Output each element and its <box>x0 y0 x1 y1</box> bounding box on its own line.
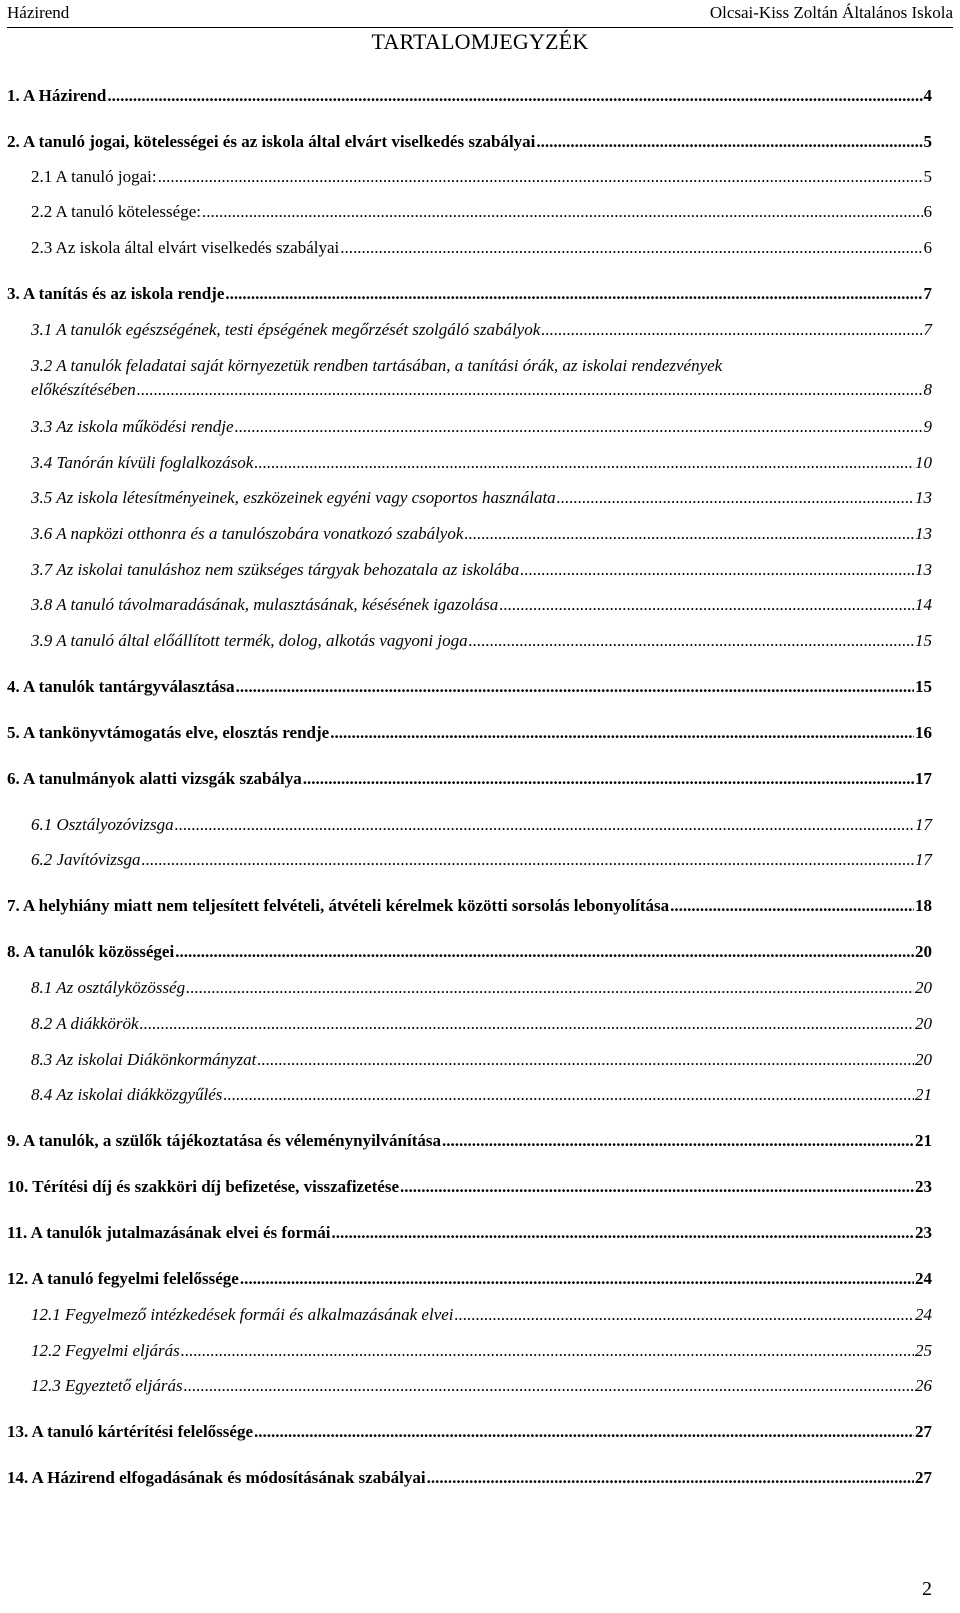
toc-entry-label: 6.1 Osztályozóvizsga <box>31 815 174 834</box>
toc-entry-label: 8.2 A diákkörök <box>31 1014 139 1033</box>
toc-dot-leader <box>427 1466 914 1490</box>
toc-page-number: 4 <box>923 86 932 105</box>
toc-page-number: 26 <box>915 1376 932 1395</box>
toc-dot-leader <box>223 1083 914 1107</box>
toc-dot-leader <box>520 558 914 582</box>
toc-page-number: 20 <box>915 978 932 997</box>
toc-dot-leader <box>225 282 922 306</box>
toc-page-number: 17 <box>915 850 932 869</box>
toc-entry-label: 2.2 A tanuló kötelessége: <box>31 202 201 221</box>
toc-entry-label: 12.2 Fegyelmi eljárás <box>31 1341 180 1360</box>
toc-entry[interactable] <box>7 236 932 260</box>
page-number: 2 <box>922 1578 932 1600</box>
toc-dot-leader <box>186 976 914 1000</box>
toc-entry[interactable] <box>7 451 932 475</box>
toc-entry-label: 2.3 Az iskola által elvárt viselkedés szabályai <box>31 238 340 257</box>
toc-dot-leader <box>254 451 914 475</box>
toc-dot-leader <box>400 1175 914 1199</box>
header-document-name: Házirend <box>7 3 70 22</box>
toc-entry[interactable] <box>7 1420 932 1444</box>
toc-page-number: 7 <box>923 320 932 339</box>
toc-dot-leader <box>175 940 914 964</box>
toc-entry[interactable] <box>7 522 932 546</box>
toc-page-number: 5 <box>923 132 932 151</box>
toc-entry[interactable] <box>7 593 932 617</box>
toc-entry[interactable] <box>7 415 932 439</box>
toc-entry-label: 3. A tanítás és az iskola rendje <box>7 284 225 303</box>
toc-entry[interactable] <box>7 629 932 653</box>
header-school-name: Olcsai-Kiss Zoltán Általános Iskola <box>709 3 953 22</box>
toc-entry-label: 14. A Házirend elfogadásának és módosításának szabályai <box>7 1468 426 1487</box>
toc-page-number: 15 <box>915 631 932 650</box>
toc-entry-label: 8. A tanulók közösségei <box>7 942 175 961</box>
toc-page-number: 24 <box>915 1305 932 1324</box>
toc-page-number: 25 <box>915 1341 932 1360</box>
toc-entry[interactable] <box>7 813 932 837</box>
toc-entry[interactable] <box>7 1012 932 1036</box>
toc-entry-label: 5. A tankönyvtámogatás elve, elosztás rendje <box>7 723 330 742</box>
toc-dot-leader <box>536 130 922 154</box>
toc-entry[interactable] <box>31 354 932 402</box>
toc-dot-leader <box>137 378 923 402</box>
toc-page-number: 13 <box>915 560 932 579</box>
toc-entry-label: 2. A tanuló jogai, kötelességei és az iskola által elvárt viselkedés szabályai <box>7 132 536 151</box>
toc-entry[interactable] <box>7 1267 932 1291</box>
toc-entry-label: 10. Térítési díj és szakköri díj befizetése, visszafizetése <box>7 1177 400 1196</box>
toc-entry-label: 4. A tanulók tantárgyválasztása <box>7 677 235 696</box>
header-divider <box>7 27 953 28</box>
toc-entry[interactable] <box>7 282 932 306</box>
toc-entry-label: 2.1 A tanuló jogai: <box>31 167 157 186</box>
toc-entry-label: 9. A tanulók, a szülők tájékoztatása és véleménynyilvánítása <box>7 1131 441 1150</box>
toc-page-number: 8 <box>923 380 932 399</box>
toc-dot-leader <box>257 1048 914 1072</box>
toc-dot-leader <box>240 1267 914 1291</box>
toc-entry-label: 7. A helyhiány miatt nem teljesített felvételi, átvételi kérelmek közötti sorsolás lebonyolítása <box>7 896 670 915</box>
toc-page-number: 9 <box>923 417 932 436</box>
toc-entry-label: 3.2 A tanulók feladatai saját környezetük rendben tartásában, a tanítási órák, az iskolai rendezvények <box>31 356 723 375</box>
toc-entry[interactable] <box>7 721 932 745</box>
toc-page-number: 14 <box>915 595 932 614</box>
toc-entry[interactable] <box>7 976 932 1000</box>
toc-dot-leader <box>331 1221 914 1245</box>
toc-dot-leader <box>469 629 914 653</box>
toc-entry[interactable] <box>7 767 932 791</box>
toc-page-number: 24 <box>915 1269 932 1288</box>
toc-page-number: 13 <box>915 524 932 543</box>
toc-entry[interactable] <box>7 1129 932 1153</box>
toc-entry-label: 6.2 Javítóvizsga <box>31 850 141 869</box>
toc-entry-label: 3.8 A tanuló távolmaradásának, mulasztásának, késésének igazolása <box>31 595 499 614</box>
toc-entry[interactable] <box>7 486 932 510</box>
toc-page-number: 21 <box>915 1131 932 1150</box>
toc-entry-label: 3.7 Az iskolai tanuláshoz nem szükséges tárgyak behozatala az iskolába <box>31 560 520 579</box>
toc-dot-leader <box>184 1374 914 1398</box>
toc-entry[interactable] <box>7 1048 932 1072</box>
toc-entry[interactable] <box>7 130 932 154</box>
toc-page-number: 23 <box>915 1223 932 1242</box>
toc-page-number: 27 <box>915 1422 932 1441</box>
toc-entry-label-continued: előkészítésében <box>31 380 136 399</box>
toc-dot-leader <box>340 236 922 260</box>
toc-dot-leader <box>541 318 922 342</box>
toc-entry-label: 3.5 Az iskola létesítményeinek, eszközeinek egyéni vagy csoportos használata <box>31 488 556 507</box>
toc-entry-label: 8.1 Az osztályközösség <box>31 978 186 997</box>
toc-page-number: 10 <box>915 453 932 472</box>
toc-page-number: 16 <box>915 723 932 742</box>
toc-entry-label: 11. A tanulók jutalmazásának elvei és formái <box>7 1223 331 1242</box>
toc-page-number: 6 <box>923 238 932 257</box>
toc-entry[interactable] <box>7 1374 932 1398</box>
toc-dot-leader <box>455 1303 914 1327</box>
toc-dot-leader <box>236 675 914 699</box>
toc-page-number: 20 <box>915 1014 932 1033</box>
toc-entry-label: 1. A Házirend <box>7 86 107 105</box>
toc-entry-label: 3.6 A napközi otthonra és a tanulószobára vonatkozó szabályok <box>31 524 464 543</box>
toc-entry[interactable] <box>7 940 932 964</box>
toc-page-number: 20 <box>915 1050 932 1069</box>
toc-dot-leader <box>670 894 914 918</box>
toc-entry[interactable] <box>7 84 932 108</box>
toc-entry[interactable] <box>7 1303 932 1327</box>
toc-page-number: 17 <box>915 815 932 834</box>
toc-entry-label: 3.9 A tanuló által előállított termék, dolog, alkotás vagyoni joga <box>31 631 468 650</box>
toc-entry-label: 12.1 Fegyelmező intézkedések formái és alkalmazásának elvei <box>31 1305 454 1324</box>
toc-page-number: 18 <box>915 896 932 915</box>
page-title: TARTALOMJEGYZÉK <box>371 29 589 54</box>
toc-page-number: 7 <box>923 284 932 303</box>
toc-dot-leader <box>442 1129 914 1153</box>
toc-entry-label: 12.3 Egyeztető eljárás <box>31 1376 183 1395</box>
toc-dot-leader <box>303 767 914 791</box>
toc-entry-label: 3.3 Az iskola működési rendje <box>31 417 234 436</box>
toc-dot-leader <box>140 1012 915 1036</box>
toc-dot-leader <box>499 593 914 617</box>
toc-dot-leader <box>330 721 914 745</box>
toc-entry[interactable] <box>7 1466 932 1490</box>
toc-entry[interactable] <box>7 1175 932 1199</box>
toc-entry-label: 3.4 Tanórán kívüli foglalkozások <box>31 453 254 472</box>
toc-page-number: 13 <box>915 488 932 507</box>
toc-entry-label: 8.3 Az iskolai Diákönkormányzat <box>31 1050 257 1069</box>
toc-dot-leader <box>464 522 914 546</box>
toc-dot-leader <box>202 200 923 224</box>
toc-dot-leader <box>181 1339 914 1363</box>
toc-page-number: 23 <box>915 1177 932 1196</box>
toc-page-number: 20 <box>915 942 932 961</box>
toc-page-number: 21 <box>915 1085 932 1104</box>
toc-page-number: 27 <box>915 1468 932 1487</box>
toc-entry[interactable] <box>7 1221 932 1245</box>
toc-dot-leader <box>158 165 923 189</box>
toc-entry[interactable] <box>7 318 932 342</box>
toc-entry[interactable] <box>7 848 932 872</box>
toc-entry[interactable] <box>7 165 932 189</box>
toc-entry-label: 13. A tanuló kártérítési felelőssége <box>7 1422 253 1441</box>
toc-page-number: 15 <box>915 677 932 696</box>
toc-entry[interactable] <box>7 200 932 224</box>
toc-dot-leader <box>235 415 923 439</box>
toc-page-number: 6 <box>923 202 932 221</box>
toc-page-number: 17 <box>915 769 932 788</box>
toc-entry[interactable] <box>7 1339 932 1363</box>
toc-entry-label: 6. A tanulmányok alatti vizsgák szabálya <box>7 769 302 788</box>
toc-entry-label: 12. A tanuló fegyelmi felelőssége <box>7 1269 239 1288</box>
toc-dot-leader <box>175 813 914 837</box>
toc-dot-leader <box>107 84 922 108</box>
toc-dot-leader <box>557 486 914 510</box>
toc-dot-leader <box>254 1420 914 1444</box>
toc-entry-label: 8.4 Az iskolai diákközgyűlés <box>31 1085 223 1104</box>
toc-dot-leader <box>142 848 914 872</box>
toc-entry[interactable] <box>7 894 932 918</box>
toc-entry[interactable] <box>7 558 932 582</box>
toc-page-number: 5 <box>923 167 932 186</box>
toc-entry[interactable] <box>7 675 932 699</box>
toc-entry-label: 3.1 A tanulók egészségének, testi épségének megőrzését szolgáló szabályok <box>31 320 541 339</box>
toc-entry[interactable] <box>7 1083 932 1107</box>
